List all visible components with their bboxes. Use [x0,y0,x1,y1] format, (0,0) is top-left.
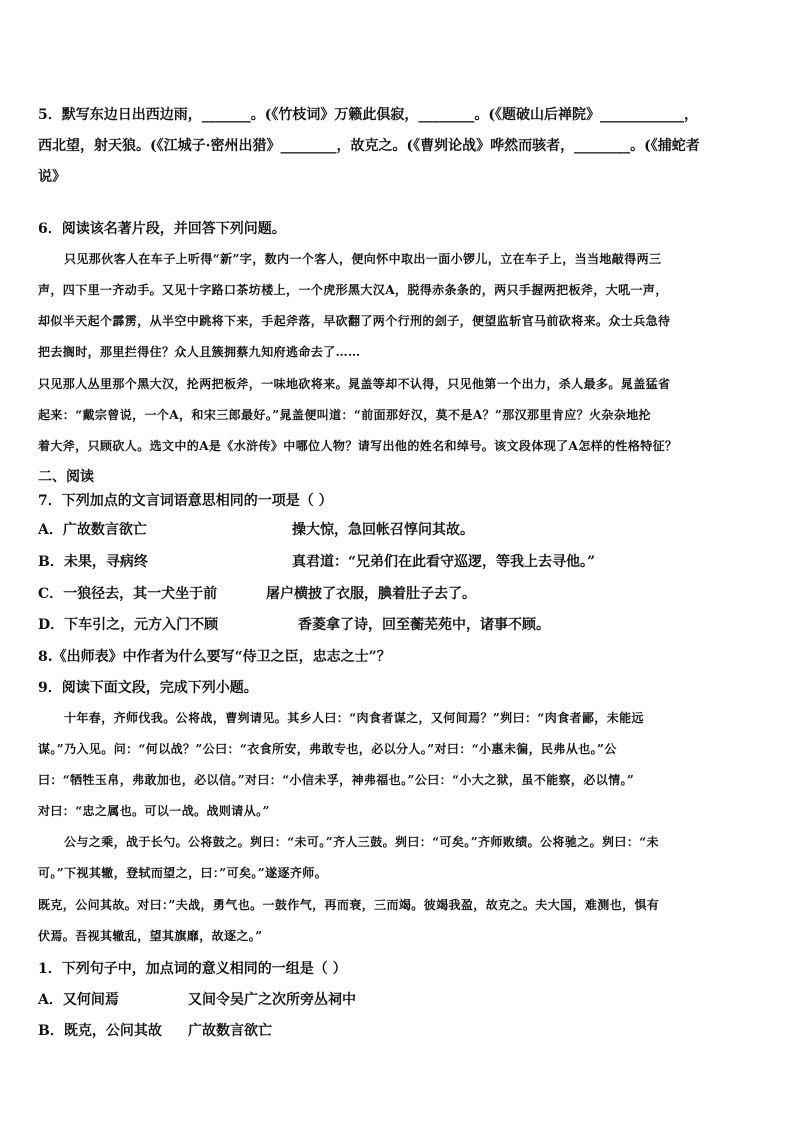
q6-para2-line: 只见那人丛里那个黑大汉，抡两把板斧，一味地砍将来。晁盖等却不认得，只见他第一个出力，杀人最多。晁盖猛省 [38,377,671,391]
q9-sub1-title: 1．下列句子中，加点词的意义相同的一组是（ ） [38,961,347,977]
q7-option-c-left: C．一狼径去，其一犬坐于前 [38,586,218,602]
q5-line-1: 5．默写东边日出西边雨，_______。(《竹枝词》万籁此俱寂，________。(《题破山后禅院》____________， [38,107,698,123]
q9-para1-line: 十年春，齐师伐我。公将战，曹刿请见。其乡人曰：“肉食者谋之，又何间焉？”刿曰：“肉食者鄙，未能远 [64,711,644,725]
q7-option-a-left: A．广故数言欲亡 [38,522,147,538]
q7-option-d-right: 香菱拿了诗，回至蘅芜苑中，诸事不顾。 [298,617,550,633]
q6-para1-line: 只见那伙客人在车子上听得“新”字，数内一个客人，便向怀中取出一面小锣儿，立在车子上，当当地敲得两三 [64,252,662,266]
q6-para1-line: 却似半天起个霹雳，从半空中跳将下来，手起斧落，早砍翻了两个行刑的刽子，便望监斩官马前砍将来。众士兵急待 [38,314,671,328]
q9-para1-line: 对曰：“忠之属也。可以一战。战则请从。” [38,804,270,818]
q5-line-3: 说》 [38,169,66,185]
q8-text: 8.《出师表》中作者为什么要写“侍卫之臣，忠志之士”？ [38,649,391,665]
q9-para2-line: 可。”下视其辙，登轼而望之，曰：”可矣。”遂逐齐师。 [38,866,328,880]
q6-title: 6．阅读该名著片段，并回答下列问题。 [38,221,286,237]
q6-para1-line: 声，四下里一齐动手。又见十字路口茶坊楼上，一个虎形黑大汉A，脱得赤条条的，两只手握两把板斧，大吼一声， [38,283,668,297]
q9-sub1-option-b-right: 广故数言欲亡 [188,1023,272,1039]
q9-sub1-option-a-left: A．又何间焉 [38,992,119,1008]
q7-option-b-right: 真君道：“兄弟们在此看守巡逻，等我上去寻他。” [292,554,596,570]
q5-line-2: 西北望，射天狼。(《江城子·密州出猎》________，故克之。(《曹刿论战》哗然而骇者，________。(《捕蛇者 [38,138,700,154]
q9-para2-line: 公与之乘，战于长勺。公将鼓之。刿曰：“未可。”齐人三鼓。刿曰：“可矣。”齐师败绩。公将驰之。刿曰：“未 [64,835,659,849]
q9-para3-line: 既克，公问其故。对曰：”夫战，勇气也。一鼓作气，再而衰，三而竭。彼竭我盈，故克之。夫大国，难测也，惧有 [38,898,660,912]
q7-title: 7．下列加点的文言词语意思相同的一项是（ ） [38,493,333,509]
q6-para1-line: 把去搁时，那里拦得住？众人且簇拥蔡九知府逃命去了…… [38,345,361,359]
q9-para3-line: 伏焉。吾视其辙乱，望其旗靡，故逐之。” [38,929,263,943]
q6-para2-line: 着大斧，只顾砍人。选文中的A是《水浒传》中哪位人物？请写出他的姓名和绰号。该文段体现了A怎样的性格特征？ [38,439,678,453]
section-heading: 二、阅读 [38,469,94,485]
q7-option-a-right: 操大惊，急回帐召惇问其故。 [292,522,474,538]
q9-title: 9．阅读下面文段，完成下列小题。 [38,680,258,696]
q9-para1-line: 曰：“牺牲玉帛，弗敢加也，必以信。”对曰：“小信未孚，神弗福也。”公曰：“小大之狱，虽不能察，必以情。” [38,773,635,787]
q7-option-b-left: B．未果，寻病终 [38,554,148,570]
q6-para2-line: 起来：“戴宗曾说，一个A，和宋三郎最好。”晁盖便叫道：“前面那好汉，莫不是A？”那汉那里肯应？火杂杂地抡 [38,408,652,422]
q7-option-c-right: 屠户横披了衣服，腆着肚子去了。 [266,586,476,602]
q7-option-d-left: D．下车引之，元方入门不顾 [38,617,219,633]
q9-para1-line: 谋。”乃入见。问：“何以战？”公曰：“衣食所安，弗敢专也，必以分人。”对曰：“小惠未徧，民弗从也。”公 [38,742,617,756]
q9-sub1-option-b-left: B．既克，公问其故 [38,1023,162,1039]
q9-sub1-option-a-right: 又间令吴广之次所旁丛祠中 [188,992,356,1008]
